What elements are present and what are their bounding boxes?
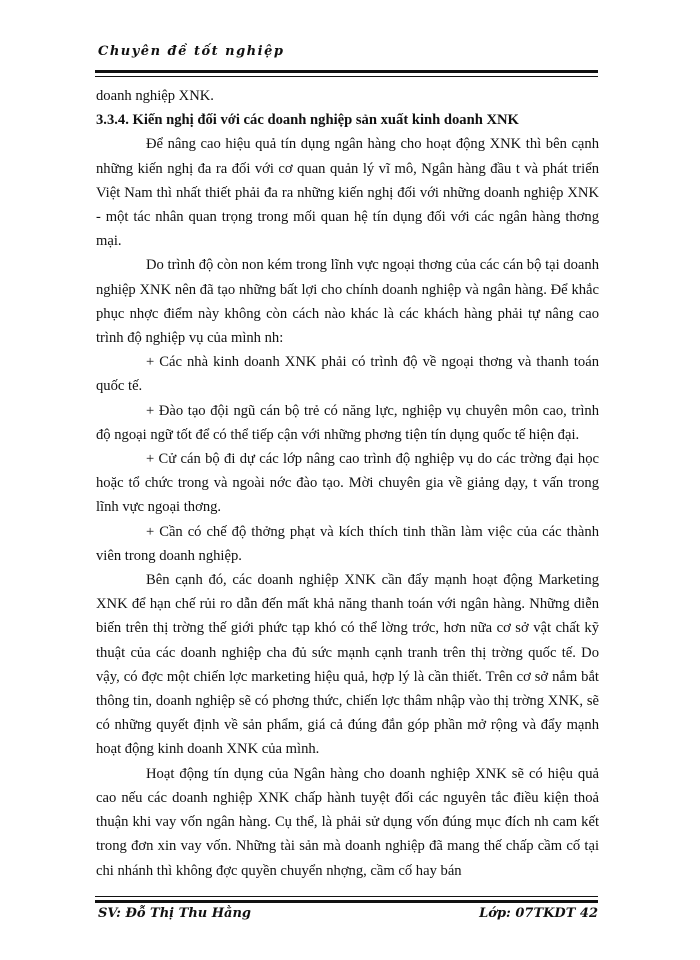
page-header: [98, 44, 598, 64]
paragraph-3: Bên cạnh đó, các doanh nghiệp XNK cần đẩy mạnh hoạt động Marketing XNK để hạn chế rủi ro dẫn đến mất khả năng thanh toán với ngân hàng. Những diễn biến trên thị trờng thế giới phức tạp khó có thể lờng trớc, hơn nữa cơ sở vật chất kỹ thuật của các doanh nghiệp cha đủ sức mạnh cạnh tranh trên thị trờng quốc tế. Do vậy, có đợc một chiến lợc marketing hiệu quả, hợp lý là cần thiết. Trên cơ sở nắm bắt thông tin, doanh nghiệp sẽ có phơng thức, chiến lợc thâm nhập vào thị trờng XNK, sẽ có những quyết định về sản phẩm, giá cả đúng đắn góp phần mở rộng và đẩy mạnh hoạt động kinh doanh XNK của mình.: [96, 572, 599, 758]
paragraph-2: Do trình độ còn non kém trong lĩnh vực ngoại thơng của các cán bộ tại doanh nghiệp XNK nên đã tạo những bất lợi cho chính doanh nghiệp và ngân hàng. Để khắc phục nhợc điểm này không còn cách nào khác là các khách hàng phải tự nâng cao trình độ nghiệp vụ của mình nh:: [96, 257, 599, 347]
bullet-2: + Đào tạo đội ngũ cán bộ trẻ có năng lực, nghiệp vụ chuyên môn cao, trình độ ngoại ngữ tốt để có thể tiếp cận với những phơng tiện tín dụng quốc tế hiện đại.: [96, 402, 599, 443]
continuation-line: doanh nghiệp XNK.: [96, 88, 214, 104]
header-rule-thin: [95, 76, 598, 77]
paragraph-1: Để nâng cao hiệu quả tín dụng ngân hàng cho hoạt động XNK thì bên cạnh những kiến nghị đa ra đối với cơ quan quản lý vĩ mô, Ngân hàng đầu t và phát triển Việt Nam thì nhất thiết phải đa ra những kiến nghị đối với những doanh nghiệp XNK - một tác nhân quan trọng trong mối quan hệ tín dụng đối với các ngân hàng thơng mại.: [96, 136, 599, 250]
header-title: Chuyên đề tốt nghiệp: [98, 44, 285, 59]
bullet-4: + Cần có chế độ thởng phạt và kích thích tinh thần làm việc của các thành viên trong doanh nghiệp.: [96, 523, 599, 564]
bullet-3: + Cử cán bộ đi dự các lớp nâng cao trình độ nghiệp vụ do các trờng đại học hoặc tổ chức trong và ngoài nớc đào tạo. Mời chuyên gia về giảng dạy, t vấn trong lĩnh vực ngoại thơng.: [96, 451, 599, 516]
paragraph-4: Hoạt động tín dụng của Ngân hàng cho doanh nghiệp XNK sẽ có hiệu quả cao nếu các doanh nghiệp XNK chấp hành tuyệt đối các nguyên tắc điều kiện thoả thuận khi vay vốn ngân hàng. Cụ thể, là phải sử dụng vốn đúng mục đích nh cam kết trong đơn xin vay vốn. Những tài sản mà doanh nghiệp đã mang thế chấp cầm cố tại chi nhánh thì không đợc quyền chuyển nhợng, cầm cố hay bán: [96, 765, 599, 879]
bullet-1: + Các nhà kinh doanh XNK phải có trình độ về ngoại thơng và thanh toán quốc tế.: [96, 354, 599, 395]
header-rule-thick: [95, 70, 598, 73]
footer-author: SV: Đỗ Thị Thu Hằng: [98, 906, 251, 921]
footer-rule-thick: [95, 900, 598, 903]
section-heading: 3.3.4. Kiến nghị đối với các doanh nghiệp sản xuất kinh doanh XNK: [96, 112, 519, 129]
footer-rule-thin: [95, 896, 598, 897]
body-text: [96, 84, 599, 883]
footer-class: Lớp: 07TKDT 42: [479, 906, 598, 921]
